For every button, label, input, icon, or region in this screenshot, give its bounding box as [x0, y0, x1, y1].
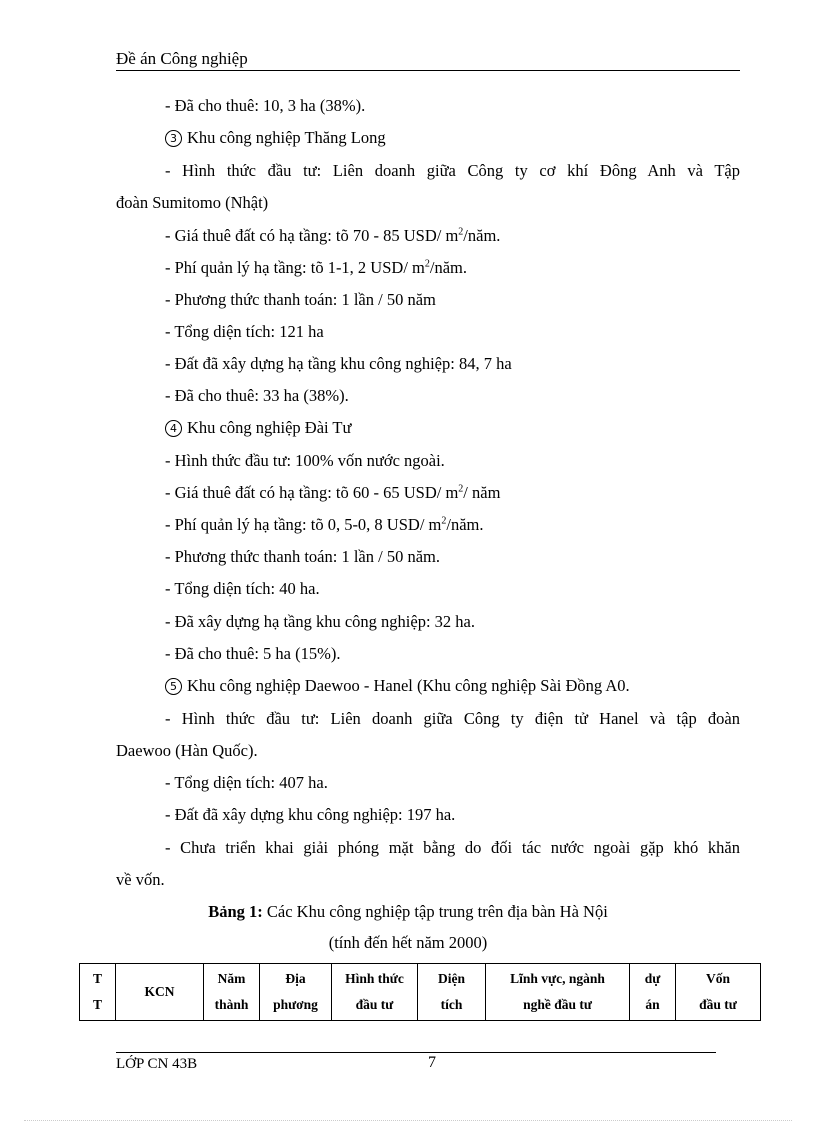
- table-header-row: [80, 964, 761, 1021]
- text-line: - Chưa triển khai giải phóng mặt bằng do đối tác nước ngoài gặp khó khăn: [165, 838, 740, 857]
- kcn-table: [79, 963, 761, 1021]
- text-line: - Giá thuê đất có hạ tầng: tõ 70 - 85 USD/ $m^2$/năm.: [165, 226, 501, 245]
- circled-number-3: 3: [165, 130, 182, 147]
- header-kcn: KCN: [116, 964, 204, 1021]
- section-heading: 5 Khu công nghiệp Daewoo - Hanel (Khu công nghiệp Sài Đồng A0.: [165, 676, 630, 696]
- text-line: - Đất đã xây dựng khu công nghiệp: 197 ha.: [165, 805, 456, 824]
- text-line: về vốn.: [116, 870, 165, 889]
- footer-class-label: LỚP CN 43B: [116, 1056, 198, 1072]
- text-line: - Phương thức thanh toán: 1 lần / 50 năm.: [165, 547, 440, 566]
- header-dien-tich: Diện tích: [418, 964, 486, 1021]
- text-line: đoàn Sumitomo (Nhật): [116, 193, 269, 212]
- page-number: 7: [428, 1054, 436, 1071]
- text-line: - Giá thuê đất có hạ tầng: tõ 60 - 65 USD/ $m^2/$ năm: [165, 483, 501, 502]
- text-line: Daewoo (Hàn Quốc).: [116, 741, 258, 760]
- text-line: - Tổng diện tích: 407 ha.: [165, 773, 328, 792]
- text-line: - Đã cho thuê: 33 ha (38%).: [165, 386, 349, 405]
- text-line: - Hình thức đầu tư: 100% vốn nước ngoài.: [165, 451, 445, 470]
- header-tt: T T: [80, 964, 116, 1021]
- circled-number-5: 5: [165, 678, 182, 695]
- header-dia-phuong: Địa phương: [260, 964, 332, 1021]
- footer-divider: [116, 1052, 716, 1053]
- table-caption-label: Bảng 1:: [208, 902, 263, 921]
- header-nam-thanh: Năm thành: [204, 964, 260, 1021]
- text-line: - Đã xây dựng hạ tầng khu công nghiệp: 32 ha.: [165, 612, 475, 631]
- text-line: - Đã cho thuê: 5 ha (15%).: [165, 644, 341, 663]
- text-line: - Đất đã xây dựng hạ tầng khu công nghiệp: 84, 7 ha: [165, 354, 512, 373]
- text-line: - Phí quản lý hạ tầng: tõ 1-1, 2 USD/ $m^2$/năm.: [165, 258, 467, 277]
- page-edge: [24, 1120, 792, 1121]
- text-line: - Đã cho thuê: 10, 3 ha (38%).: [165, 96, 366, 115]
- header-title: Đề án Công nghiệp: [116, 49, 248, 68]
- circled-number-4: 4: [165, 420, 182, 437]
- text-line: - Hình thức đầu tư: Liên doanh giữa Công ty cơ khí Đông Anh và Tập: [165, 161, 740, 180]
- text-line: - Tổng diện tích: 40 ha.: [165, 579, 320, 598]
- text-line: - Phương thức thanh toán: 1 lần / 50 năm: [165, 290, 436, 309]
- table-caption-sub: (tính đến hết năm 2000): [328, 933, 488, 952]
- table-caption-text: Các Khu công nghiệp tập trung trên địa bàn Hà Nội: [262, 902, 608, 921]
- text-line: - Hình thức đầu tư: Liên doanh giữa Công ty điện tử Hanel và tập đoàn: [165, 709, 740, 728]
- header-du-an: dự án: [630, 964, 676, 1021]
- section-heading: 3 Khu công nghiệp Thăng Long: [165, 128, 386, 148]
- text-line: - Tổng diện tích: 121 ha: [165, 322, 324, 341]
- section-heading: 4 Khu công nghiệp Đài Tư: [165, 418, 351, 438]
- header-hinh-thuc: Hình thức đầu tư: [332, 964, 418, 1021]
- table-caption: [0, 902, 816, 922]
- header-von-dau-tu: Vốn đầu tư: [676, 964, 761, 1021]
- text-line: - Phí quản lý hạ tầng: tõ 0, 5-0, 8 USD/ $m^2$/năm.: [165, 515, 484, 534]
- header-divider: [116, 70, 740, 71]
- header-linh-vuc: Lĩnh vực, ngành nghề đầu tư: [486, 964, 630, 1021]
